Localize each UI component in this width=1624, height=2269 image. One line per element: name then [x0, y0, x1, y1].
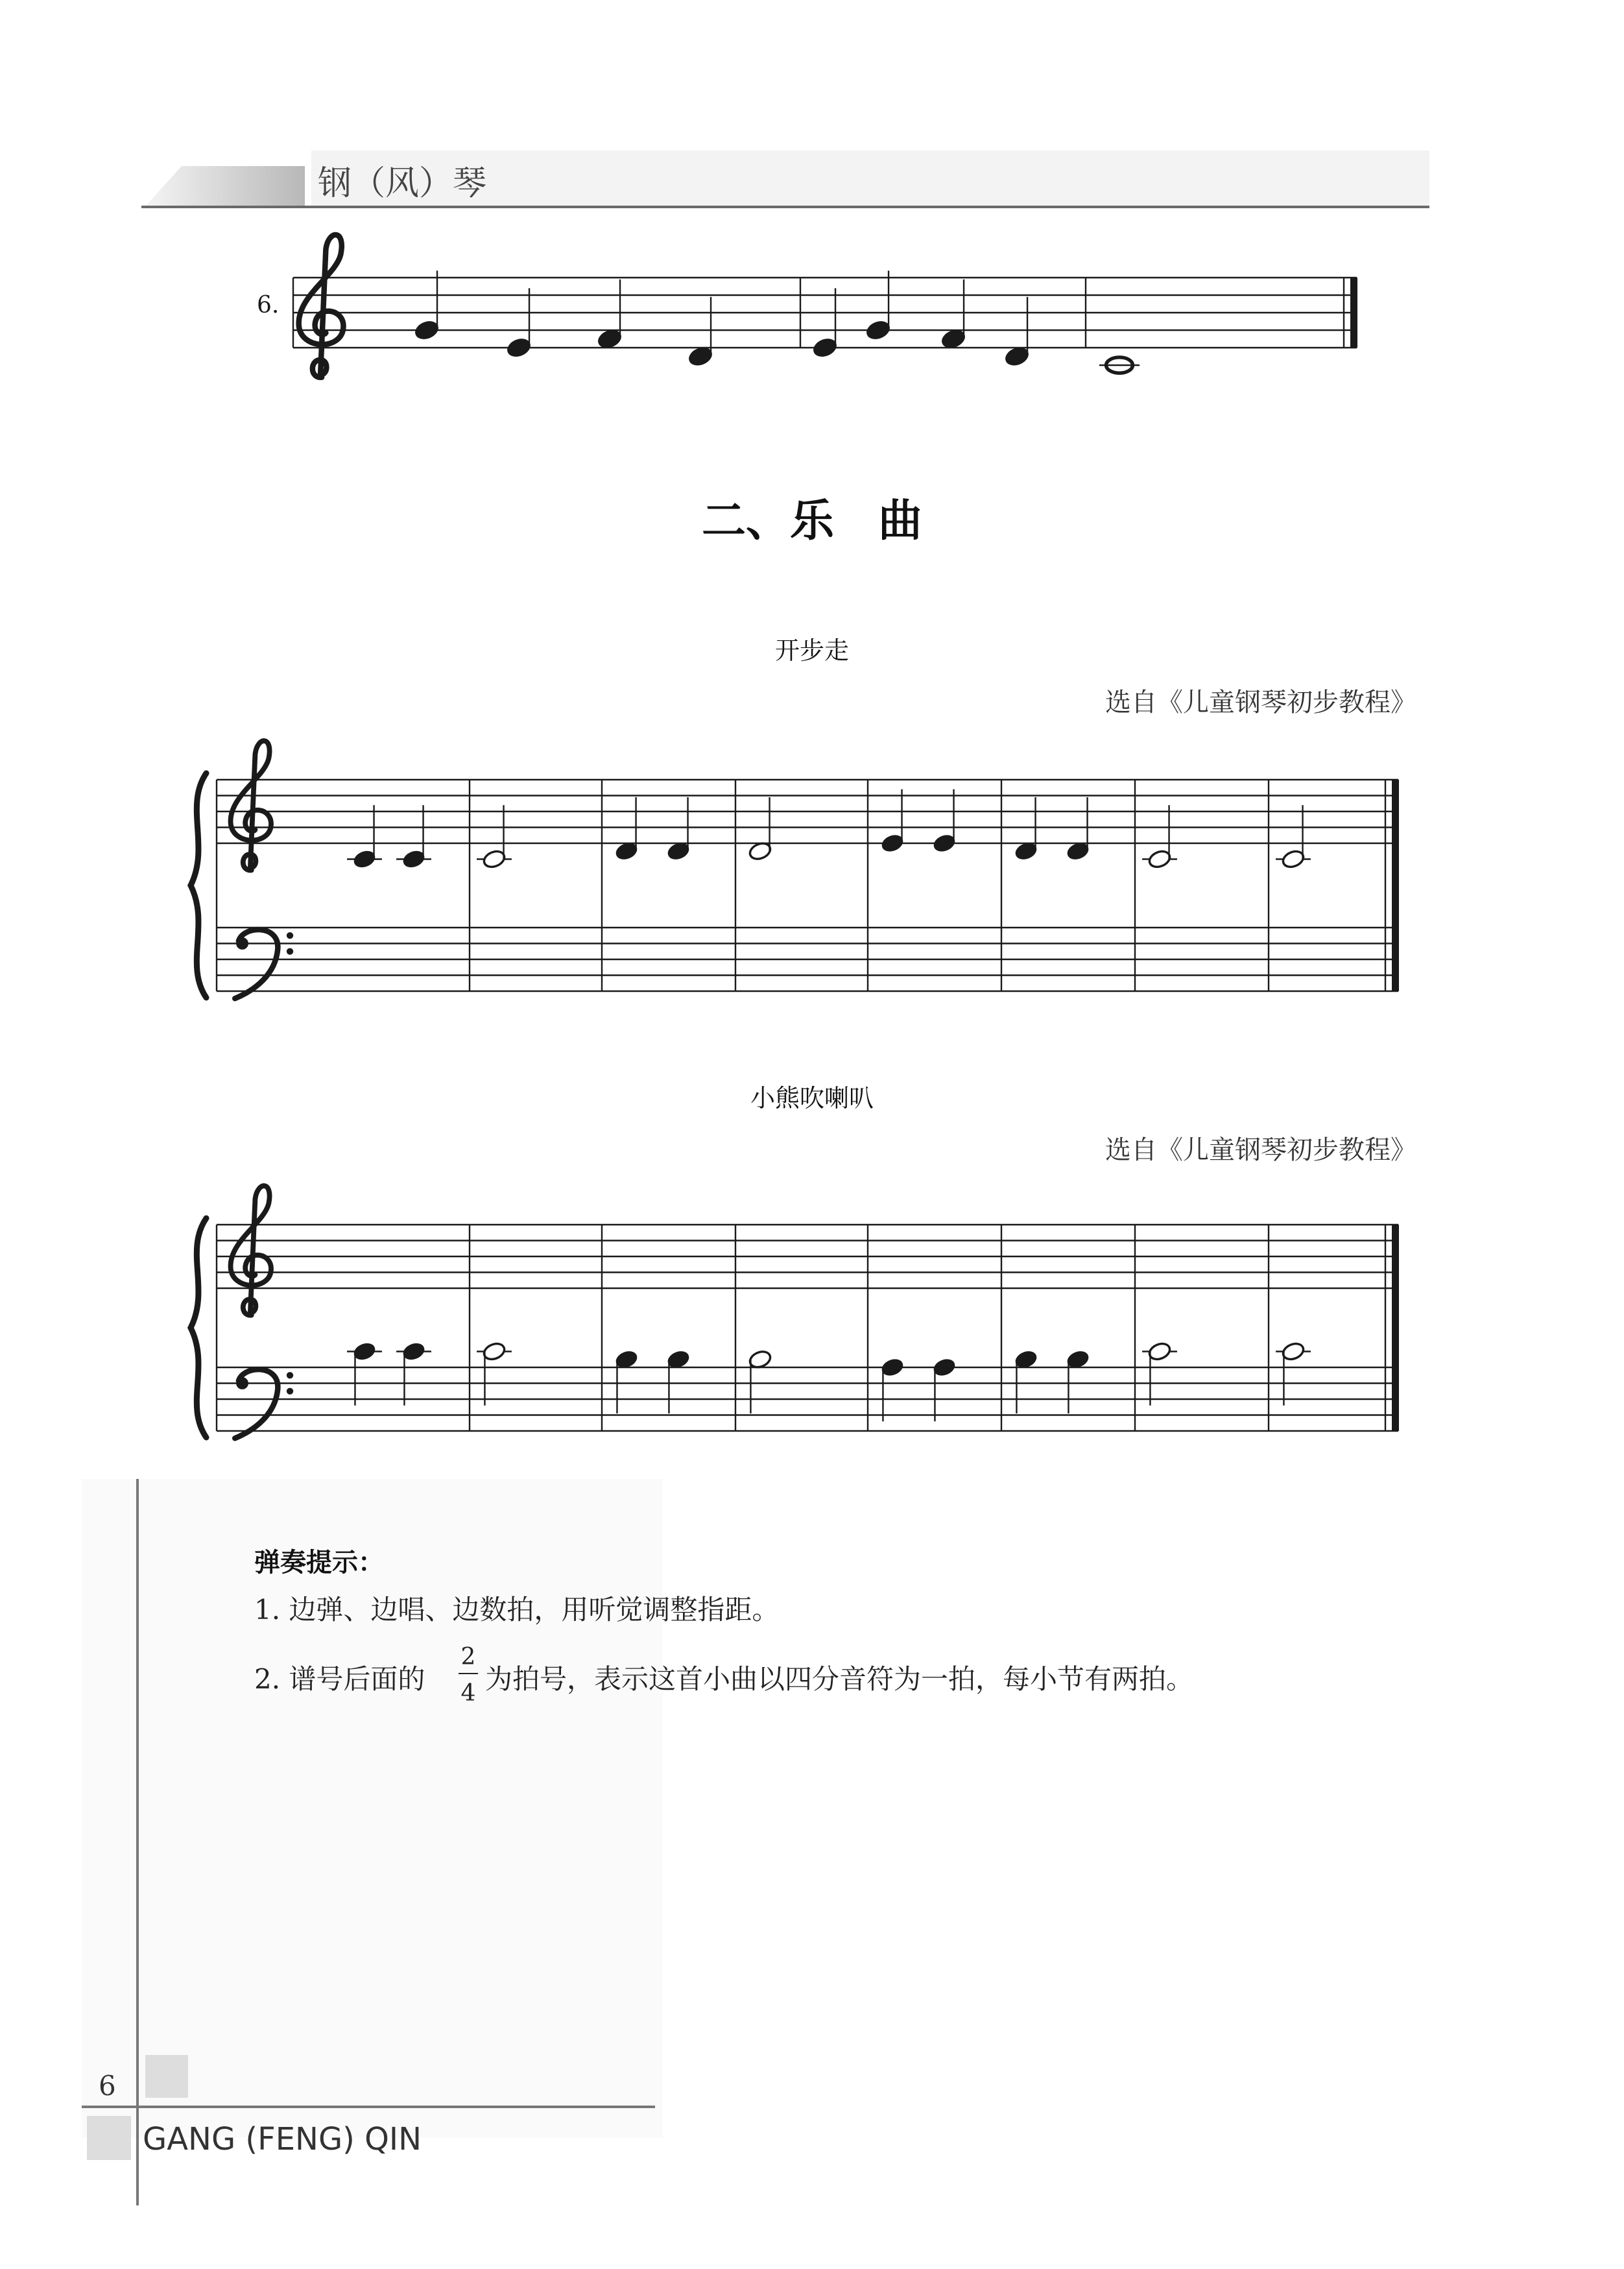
final-barline-thick — [1392, 1225, 1399, 1431]
page-header — [141, 150, 1429, 207]
footer-label: GANG (FENG) QIN — [143, 2121, 422, 2157]
grand-staff-xiaoxiong — [191, 1186, 1399, 1438]
quarter-note — [811, 336, 839, 359]
page-number-box — [145, 2055, 188, 2098]
bass-clef-dot — [287, 1388, 293, 1395]
section-title: 二、乐 曲 — [701, 495, 923, 547]
piece-source: 选自《儿童钢琴初步教程》 — [1105, 1135, 1416, 1165]
bass-clef-dot — [287, 948, 293, 955]
final-barline-thick — [1350, 278, 1357, 348]
fraction-denominator: 4 — [460, 1680, 476, 1707]
treble-clef — [231, 1186, 271, 1315]
piece-title: 开步走 — [774, 636, 850, 665]
grand-staff-kaibuzou — [191, 741, 1399, 998]
tips-line-2-end: 为拍号，表示这首小曲以四分音符为一拍，每小节有两拍。 — [485, 1663, 1194, 1695]
footer-square — [87, 2116, 131, 2160]
tips-line-2-start: 2. 谱号后面的 — [254, 1663, 425, 1695]
treble-clef — [231, 741, 271, 870]
page-number: 6 — [99, 2070, 116, 2102]
tips-panel — [82, 1479, 663, 2137]
exercise-number: 6. — [257, 292, 280, 318]
quarter-note — [865, 318, 892, 342]
fraction-numerator: 2 — [460, 1644, 476, 1670]
bass-clef-dot — [287, 932, 293, 939]
header-title: 钢（风）琴 — [318, 164, 487, 203]
bass-clef-dot — [287, 1372, 293, 1378]
treble-clef — [299, 235, 344, 378]
tips-line-1: 1. 边弹、边唱、边数拍，用听觉调整指距。 — [254, 1594, 780, 1626]
quarter-note — [413, 318, 440, 342]
header-shade-tab — [146, 166, 305, 206]
piece-title: 小熊吹喇叭 — [750, 1084, 874, 1112]
piece-source: 选自《儿童钢琴初步教程》 — [1105, 688, 1416, 717]
bass-clef — [235, 1369, 278, 1438]
tips-heading: 弹奏提示： — [254, 1548, 384, 1578]
bass-clef — [235, 930, 278, 998]
quarter-note — [505, 336, 532, 359]
brace — [191, 773, 206, 998]
exercise-6 — [257, 235, 1357, 378]
final-barline-thick — [1392, 780, 1399, 991]
brace — [191, 1218, 206, 1437]
